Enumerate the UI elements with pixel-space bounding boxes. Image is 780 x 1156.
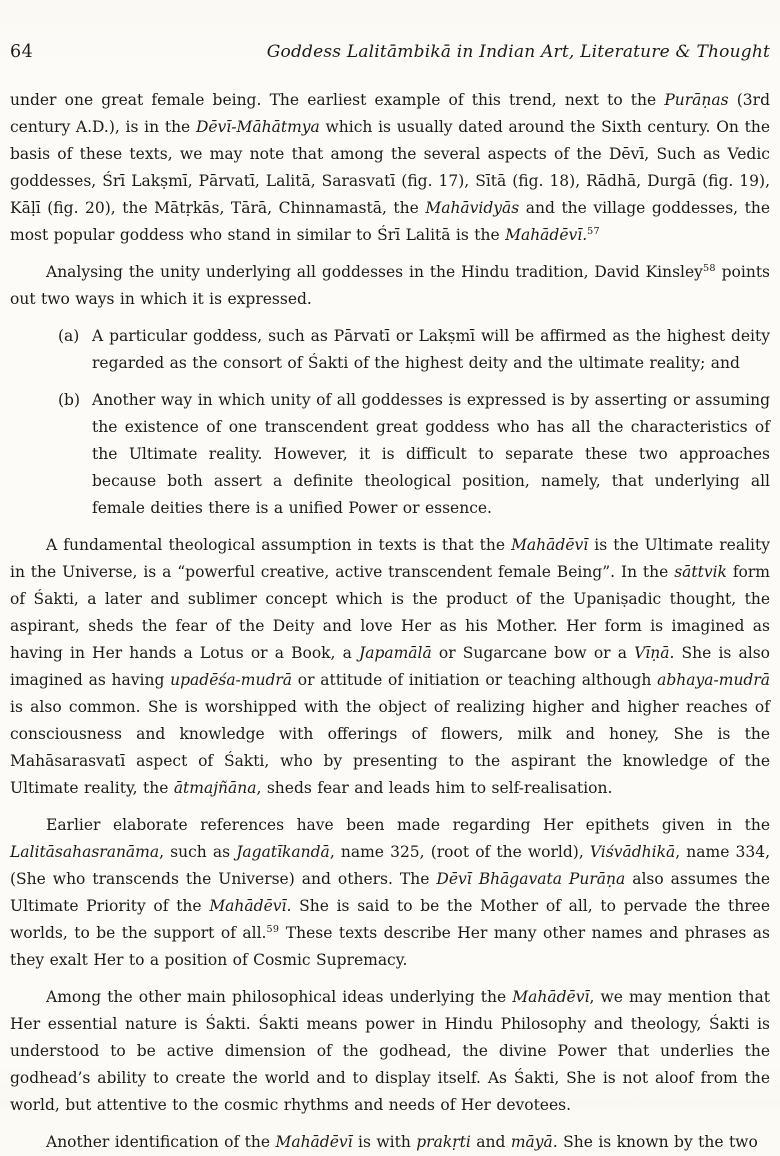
list-item-label: (b) [58, 391, 81, 409]
text-run: A fundamental theological assumption in texts is that the [46, 536, 512, 554]
text-run: and the village goddesses, the most popular goddess who stand in similar to Śrī Lalitā is the [10, 199, 770, 244]
italic-term: sāttvik [674, 563, 727, 581]
italic-term: Dēvī-Māhātmya [195, 118, 320, 136]
text-run: points out two ways in which it is expressed. [10, 263, 771, 308]
italic-term: Mahādēvī [275, 1133, 353, 1151]
text-run: Another identification of the [46, 1133, 276, 1151]
text-run: form of Śakti, a later and sublimer concept which is the product of the Upaniṣadic thought, the aspirant, sheds the fear of the Deity and love Her as his Mother. Her form is imagined as having in Her hands a Lotus or a Book, a [10, 563, 770, 662]
italic-term: māyā. [510, 1133, 558, 1151]
list-item [10, 387, 770, 522]
italic-term: upadēśa-mudrā [170, 671, 293, 689]
text-run: or Sugarcane bow or a [431, 644, 635, 662]
running-head [10, 0, 770, 62]
footnote-ref: 57 [587, 225, 600, 237]
paragraph [10, 259, 770, 313]
running-title: Goddess Lalitāmbikā in Indian Art, Literature & Thought [266, 42, 770, 62]
italic-term: Mahādēvī. [505, 226, 588, 244]
italic-term: Mahādēvī. [209, 897, 292, 915]
text-run: Earlier elaborate references have been made regarding Her epithets given in the [46, 816, 770, 834]
text-run: which is usually dated around the Sixth century. On the basis of these texts, we may note that among the several aspects of the Dēvī, Such as Vedic goddesses, Śrī Lakṣmī, Pārvatī, Lalitā, Sarasvatī (fig. 17), Sītā (fig. 18), Rādhā, Durgā (fig. 19), Kāḷī (fig. 20), the Mātṛkās, Tārā, Chinnamastā, the [10, 118, 771, 217]
footnote-ref: 58 [702, 262, 716, 274]
italic-term: abhaya-mudrā [657, 671, 770, 689]
text-run: These texts describe Her many other names and phrases as they exalt Her to a position of Cosmic Supremacy. [10, 924, 770, 969]
text-run: She is said to be the Mother of all, to pervade the three worlds, to be the support of all. [10, 897, 771, 942]
paragraph [10, 87, 770, 249]
italic-term: ātmajñāna [173, 779, 257, 797]
list-item [10, 323, 770, 377]
list-item-label: (a) [58, 327, 80, 345]
text-run: or attitude of initiation or teaching although [292, 671, 658, 689]
text-run: She is also imagined as having [10, 644, 770, 689]
text-run: , name 325, (root of the world), [329, 843, 590, 861]
page-number: 64 [10, 42, 34, 62]
text-run: (3rd century A.D.), is in the [10, 91, 771, 136]
italic-term: Dēvī Bhāgavata Purāṇa [436, 870, 626, 888]
text-run: also assumes the Ultimate Priority of the [10, 870, 771, 915]
text-run: Among the other main philosophical ideas underlying the [46, 988, 513, 1006]
text-run: is the Ultimate reality in the Universe, is a “powerful creative, active transcendent female Being”. In the [10, 536, 770, 581]
text-run: , name 334, (She who transcends the Universe) and others. The [10, 843, 771, 888]
page-body [10, 87, 770, 1156]
text-run: under one great female being. The earliest example of this trend, next to the [10, 91, 665, 109]
text-run: and [470, 1133, 511, 1151]
italic-term: Lalitāsahasranāma [10, 843, 160, 861]
footnote-ref: 59 [266, 923, 280, 935]
text-run: is also common. She is worshipped with the object of realizing higher and higher reaches of consciousness and knowledge with offerings of flowers, milk and honey, She is the Mahāsarasvatī aspect of Śakti, who by presenting to the aspirant the knowledge of the Ultimate reality, the [10, 698, 770, 797]
paragraph [10, 812, 770, 974]
paragraph [10, 532, 770, 802]
paragraph [10, 1129, 770, 1156]
text-run: Analysing the unity underlying all goddesses in the Hindu tradition, David Kinsley [46, 263, 703, 281]
text-run: , such as [159, 843, 237, 861]
italic-term: Mahāvidyās [425, 199, 520, 217]
italic-term: Vīṇā. [634, 644, 675, 662]
italic-term: Purāṇas [664, 91, 729, 109]
text-run: She is known by the two [557, 1133, 758, 1151]
text-run: is with [352, 1133, 417, 1151]
text-run: A particular goddess, such as Pārvatī or Lakṣmī will be affirmed as the highest deity regarded as the consort of Śakti of the highest deity and the ultimate reality; and [92, 327, 770, 372]
paragraph [10, 984, 770, 1119]
text-run: , we may mention that Her essential nature is Śakti. Śakti means power in Hindu Philosophy and theology, Śakti is understood to be active dimension of the godhead, the divine Power that underlies the godhead’s ability to create the world and to display itself. As Śakti, She is not aloof from the world, but attentive to the cosmic rhythms and needs of Her devotees. [10, 988, 770, 1114]
italic-term: prakṛti [416, 1133, 471, 1151]
italic-term: Viśvādhikā [589, 843, 676, 861]
text-run: Another way in which unity of all goddesses is expressed is by asserting or assuming the existence of one transcendent great goddess who has all the characteristics of the Ultimate reality. However, it is difficult to separate these two approaches because both assert a definite theological position, namely, that underlying all female deities there is a unified Power or essence. [92, 391, 770, 517]
text-run: , sheds fear and leads him to self-realisation. [256, 779, 613, 797]
italic-term: Jagatīkandā [236, 843, 330, 861]
italic-term: Japamālā [358, 644, 432, 662]
italic-term: Mahādēvī [512, 988, 590, 1006]
italic-term: Mahādēvī [511, 536, 589, 554]
